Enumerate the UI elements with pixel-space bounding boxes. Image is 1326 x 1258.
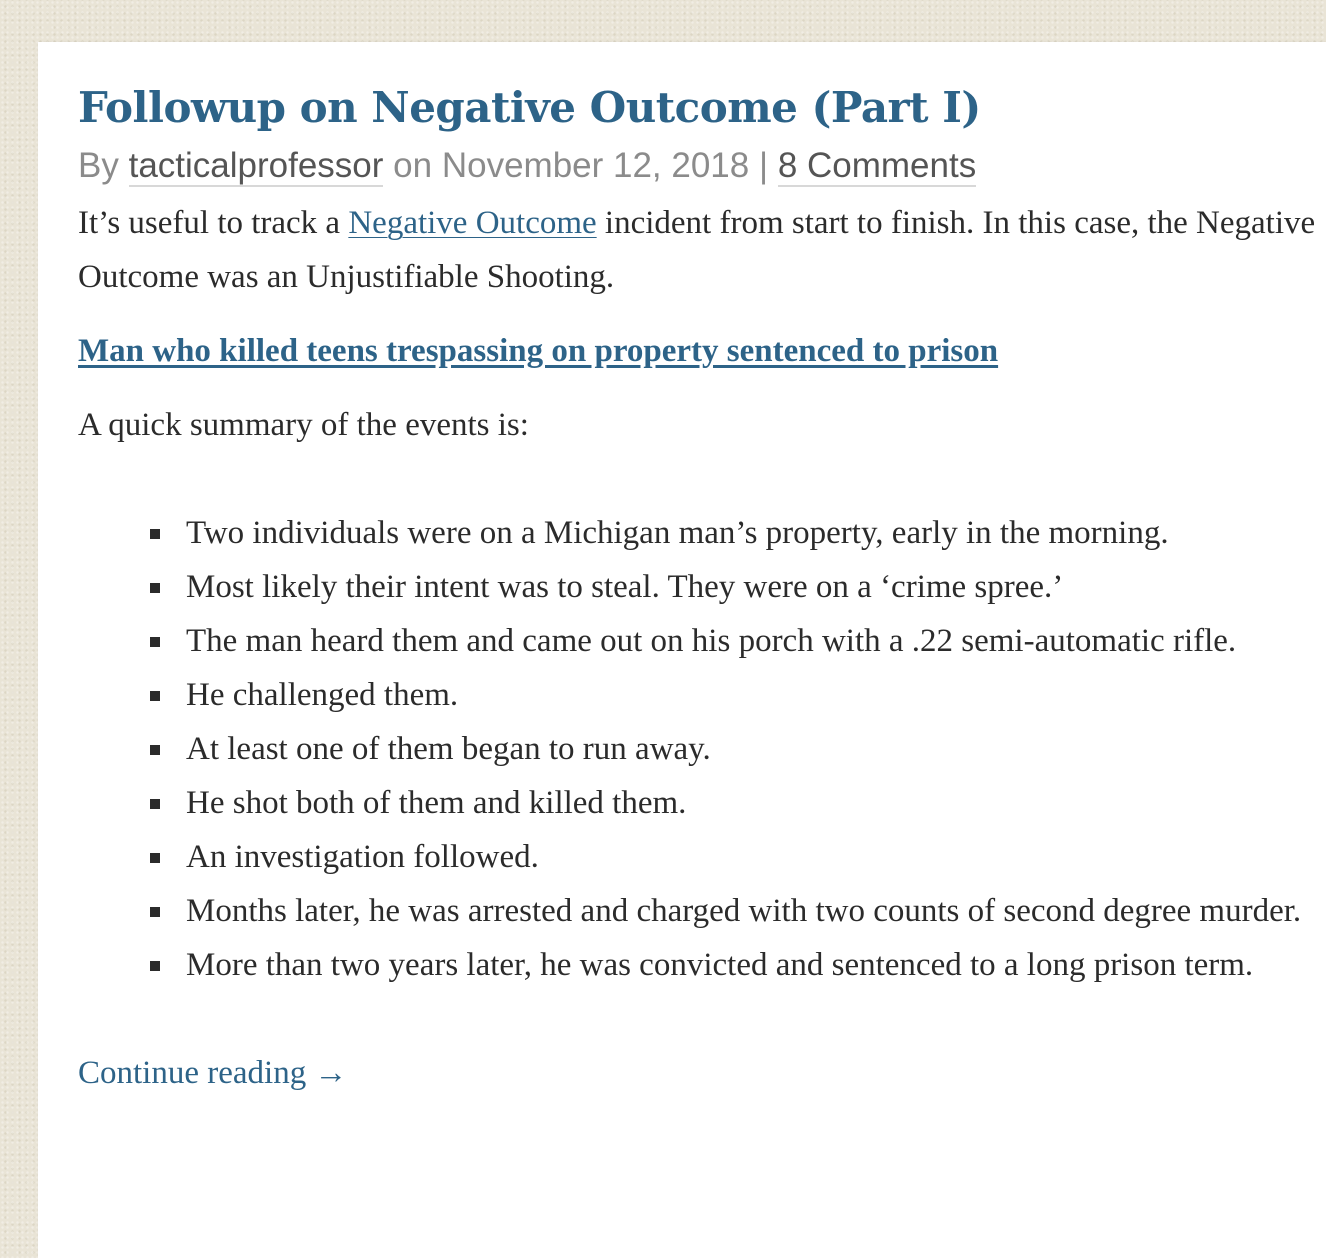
events-list: [78, 506, 1318, 992]
list-item-text: Most likely their intent was to steal. They were on a ‘crime spree.’: [186, 569, 1064, 605]
byline-by: By: [78, 146, 119, 185]
bullet-icon: [150, 691, 160, 701]
post-body: [78, 196, 1318, 1100]
list-item: [186, 614, 1318, 668]
list-item: [186, 776, 1318, 830]
list-item-text: More than two years later, he was convicted and sentenced to a long prison term.: [186, 947, 1254, 983]
intro-paragraph: [78, 196, 1318, 304]
bullet-icon: [150, 799, 160, 809]
summary-intro: A quick summary of the events is:: [78, 407, 529, 443]
bullet-icon: [150, 745, 160, 755]
post-article: [78, 82, 1318, 1100]
list-item: [186, 560, 1318, 614]
bullet-icon: [150, 907, 160, 917]
post-date: November 12, 2018: [441, 146, 750, 185]
list-item-text: At least one of them began to run away.: [186, 731, 711, 767]
list-item-text: Two individuals were on a Michigan man’s property, early in the morning.: [186, 515, 1169, 551]
list-item: [186, 938, 1318, 992]
news-link-paragraph: [78, 324, 1318, 378]
intro-text-after: incident from start to finish. In this case, the Negative Outcome was an Unjustifiable Shooting.: [78, 205, 1316, 295]
author-link[interactable]: tacticalprofessor: [128, 146, 384, 185]
bullet-icon: [150, 583, 160, 593]
bullet-icon: [150, 529, 160, 539]
content-panel: [38, 42, 1326, 1258]
list-item: [186, 668, 1318, 722]
continue-reading-paragraph: [78, 1046, 1318, 1100]
list-item-text: An investigation followed.: [186, 839, 539, 875]
list-item: [186, 884, 1318, 938]
bullet-icon: [150, 961, 160, 971]
list-item: [186, 722, 1318, 776]
list-item: [186, 506, 1318, 560]
list-item-text: He shot both of them and killed them.: [186, 785, 687, 821]
post-title[interactable]: Followup on Negative Outcome (Part I): [78, 83, 981, 132]
list-item: [186, 830, 1318, 884]
continue-reading-link[interactable]: Continue reading →: [78, 1055, 348, 1091]
byline-on: on: [393, 146, 433, 185]
byline-separator: |: [758, 146, 769, 185]
list-item-text: Months later, he was arrested and charged with two counts of second degree murder.: [186, 893, 1302, 929]
bullet-icon: [150, 853, 160, 863]
comments-link[interactable]: 8 Comments: [777, 146, 977, 185]
post-byline: [78, 144, 1318, 188]
intro-text-before: It’s useful to track a: [78, 205, 349, 241]
list-item-text: The man heard them and came out on his porch with a .22 semi-automatic rifle.: [186, 623, 1237, 659]
negative-outcome-link[interactable]: Negative Outcome: [348, 205, 597, 241]
news-article-link[interactable]: Man who killed teens trespassing on property sentenced to prison: [78, 333, 999, 369]
list-item-text: He challenged them.: [186, 677, 459, 713]
bullet-icon: [150, 637, 160, 647]
